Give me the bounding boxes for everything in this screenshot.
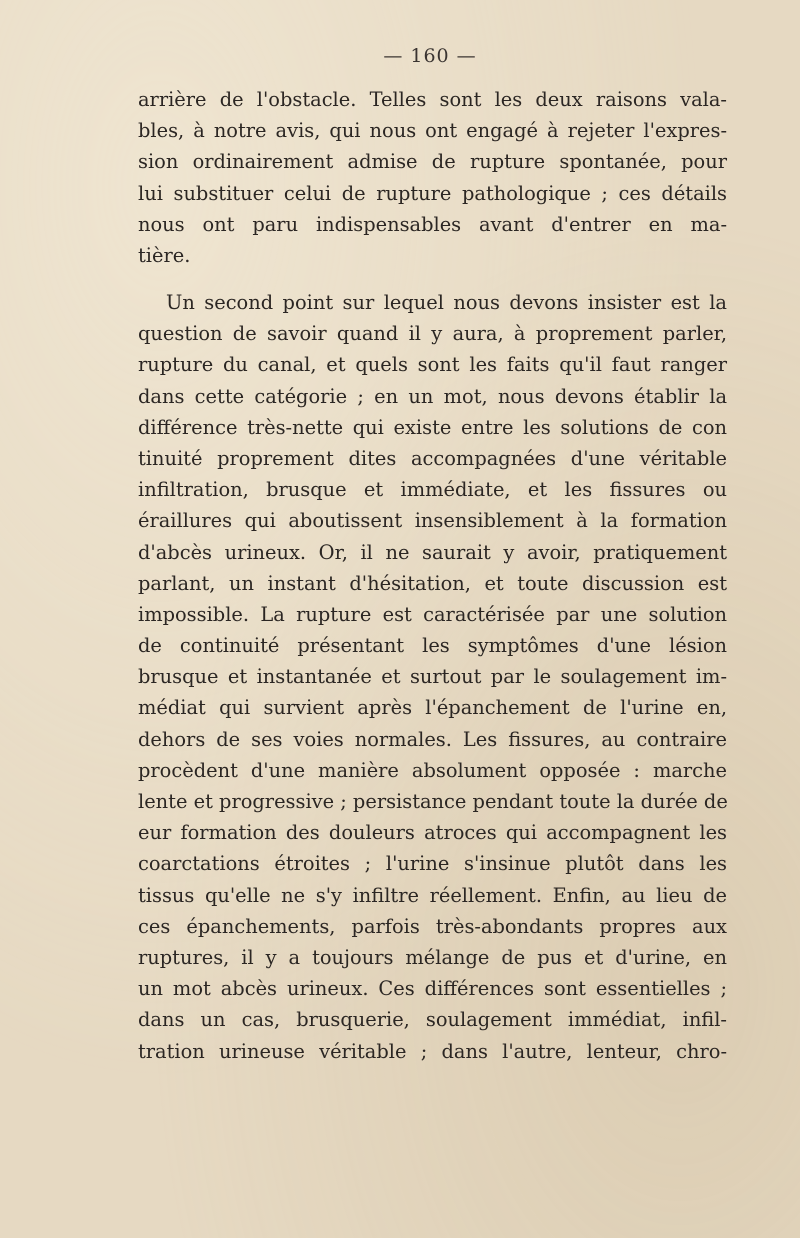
text-line: eur formation des douleurs atroces qui accompagnent les (138, 821, 727, 845)
text-line: tière. (138, 243, 191, 267)
paragraph-1 (138, 84, 727, 271)
text-line: ces épanchements, parfois très-abondants propres aux (138, 914, 727, 938)
text-line: d'abcès urineux. Or, il ne saurait y avoir, pratiquement (138, 540, 727, 564)
text-line: sion ordinairement admise de rupture spontanée, pour (138, 150, 727, 174)
text-line: de continuité présentant les symptômes d'une lésion (138, 634, 727, 658)
text-line: nous ont paru indispensables avant d'entrer en ma- (138, 212, 727, 236)
text-line: question de savoir quand il y aura, à proprement parler, (138, 322, 727, 346)
text-line: arrière de l'obstacle. Telles sont les deux raisons vala- (138, 88, 727, 111)
text-line: tissus qu'elle ne s'y infiltre réellement. Enfin, au lieu de (138, 883, 727, 907)
text-line: tinuité proprement dites accompagnées d'une véritable (138, 446, 727, 470)
text-line: dehors de ses voies normales. Les fissures, au contraire (138, 727, 727, 751)
text-line: brusque et instantanée et surtout par le soulagement im- (138, 665, 727, 689)
text-line: tration urineuse véritable ; dans l'autre, lenteur, chro- (138, 1039, 727, 1063)
text-line: dans un cas, brusquerie, soulagement immédiat, infil- (138, 1008, 727, 1032)
text-line: lente et progressive ; persistance pendant toute la durée de (138, 790, 728, 813)
text-line: éraillures qui aboutissent insensiblement à la formation (138, 509, 727, 533)
text-line: procèdent d'une manière absolument opposée : marche (138, 758, 727, 782)
text-line: lui substituer celui de rupture pathologique ; ces détails (138, 181, 727, 205)
text-line: rupture du canal, et quels sont les faits qu'il faut ranger (138, 353, 727, 377)
text-line: Un second point sur lequel nous devons insister est la (166, 291, 727, 314)
text-line: un mot abcès urineux. Ces différences sont essentielles ; (138, 977, 727, 1001)
text-line: coarctations étroites ; l'urine s'insinue plutôt dans les (138, 852, 727, 876)
text-line: bles, à notre avis, qui nous ont engagé à rejeter l'expres- (138, 119, 727, 143)
text-line: parlant, un instant d'hésitation, et toute discussion est (138, 571, 727, 595)
text-line: différence très-nette qui existe entre les solutions de con (138, 415, 727, 439)
text-line: dans cette catégorie ; en un mot, nous devons établir la (138, 384, 727, 408)
text-line: ruptures, il y a toujours mélange de pus et d'urine, en (138, 945, 727, 969)
text-line: médiat qui survient après l'épanchement de l'urine en, (138, 696, 727, 720)
text-line: infiltration, brusque et immédiate, et les fissures ou (138, 478, 727, 502)
text-line: impossible. La rupture est caractérisée par une solution (138, 602, 727, 626)
paragraph-2 (138, 287, 727, 1067)
page-number: — 160 — (383, 45, 477, 67)
